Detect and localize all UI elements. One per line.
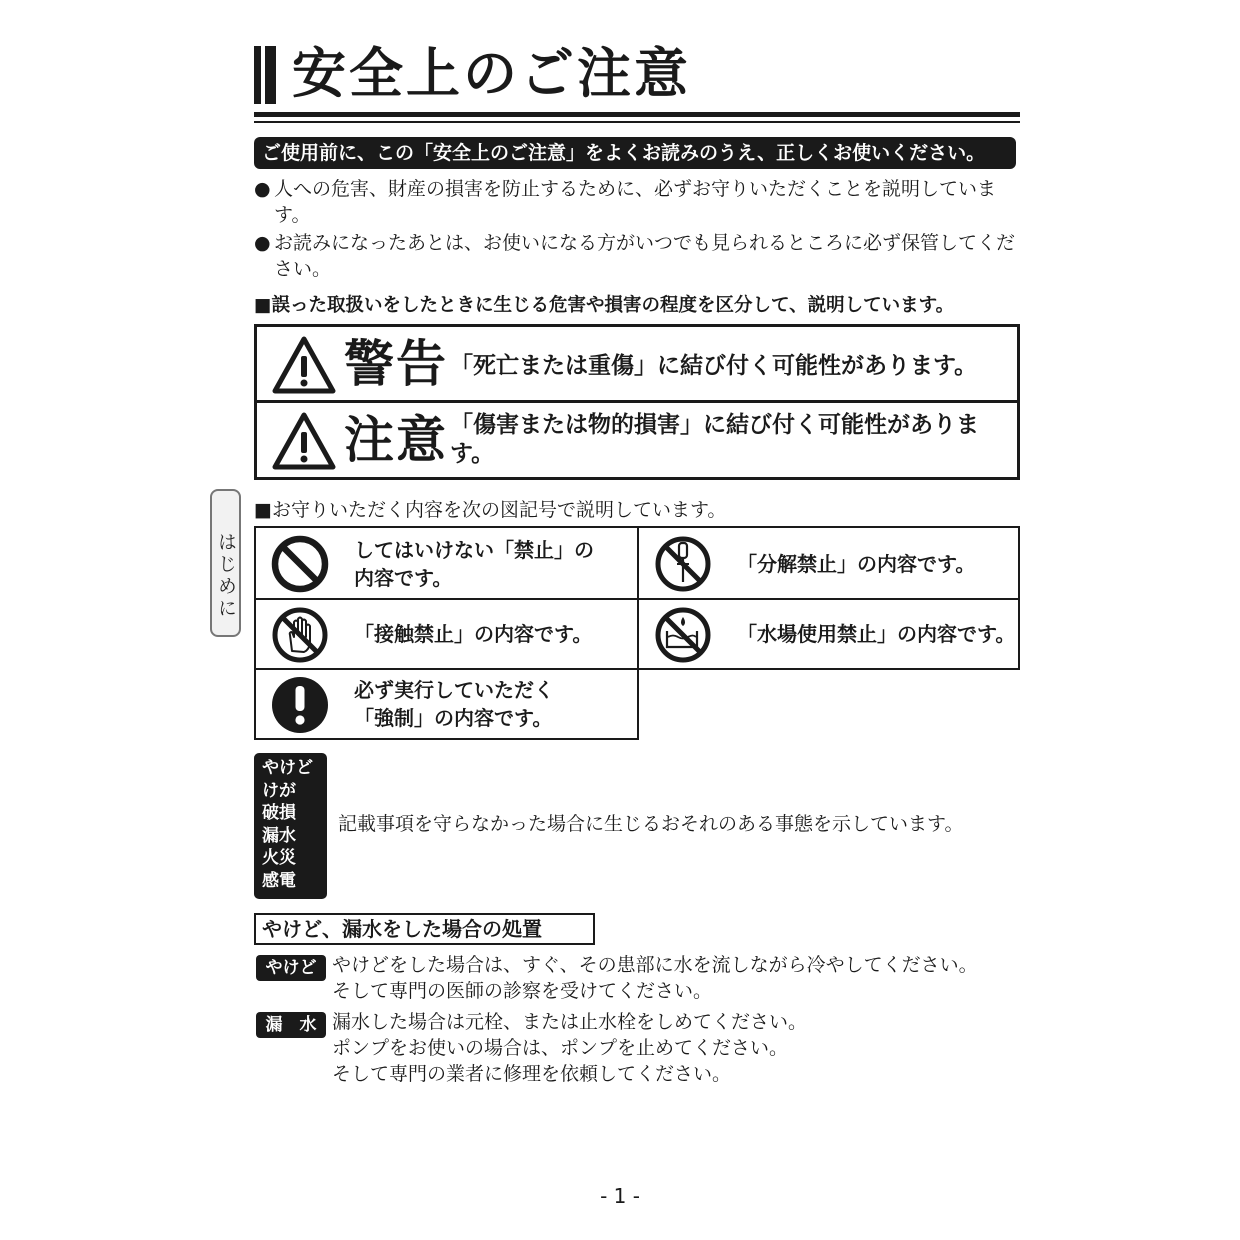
bullet-mark: ● xyxy=(254,232,271,254)
leak-line: ポンプをお使いの場合は、ポンプを止めてください。 xyxy=(332,1037,789,1059)
warning-word: 警告 xyxy=(344,335,448,393)
bullet-mark: ● xyxy=(254,178,271,200)
damage-label: 感電 xyxy=(262,870,296,891)
warning-triangle-icon xyxy=(272,336,336,394)
symbol-text: 「水場使用禁止」の内容です。 xyxy=(737,622,1016,646)
title-rule-thin xyxy=(254,121,1020,123)
mandatory-icon xyxy=(270,675,330,735)
symbols-caption: ■お守りいただく内容を次の図記号で説明しています。 xyxy=(254,499,727,521)
damage-label: 破損 xyxy=(262,803,296,823)
burn-instructions xyxy=(332,952,978,1004)
symbol-cell-no-water xyxy=(638,599,1019,669)
leak-tag: 漏 水 xyxy=(256,1012,326,1038)
symbol-text: 「分解禁止」の内容です。 xyxy=(737,552,976,576)
warning-triangle-icon xyxy=(272,412,336,470)
symbol-text xyxy=(354,536,594,592)
damage-label: 火災 xyxy=(262,848,296,868)
leak-instructions xyxy=(332,1009,807,1087)
severity-caption: ■誤った取扱いをしたときに生じる危害や損害の程度を区分して、説明しています。 xyxy=(254,295,955,316)
leak-line: 漏水した場合は元栓、または止水栓をしめてください。 xyxy=(332,1011,808,1033)
damage-description: 記載事項を守らなかった場合に生じるおそれのある事態を示しています。 xyxy=(338,813,964,835)
no-touch-icon xyxy=(270,605,330,665)
page-number: - 1 - xyxy=(600,1184,640,1208)
symbol-text-line: 「強制」の内容です。 xyxy=(354,706,553,730)
damage-label: けが xyxy=(262,780,296,801)
caution-description: 「傷害または物的損害」に結び付く可能性があります。 xyxy=(450,412,979,467)
damage-label: 漏水 xyxy=(262,825,296,846)
first-aid-heading: やけど、漏水をした場合の処置 xyxy=(254,913,595,945)
damage-label-list xyxy=(254,753,327,899)
caution-word: 注意 xyxy=(344,411,448,469)
bullet-text: 人への危害、財産の損害を防止するために、必ずお守りいただくことを説明しています。 xyxy=(274,178,997,226)
damage-label: やけど xyxy=(262,758,313,778)
bullet-text: お読みになったあとは、お使いになる方がいつでも見られるところに必ず保管してください。 xyxy=(274,232,1016,280)
title-rule xyxy=(254,112,1020,117)
symbol-cell-no-touch xyxy=(255,599,638,669)
symbol-text-line: 内容です。 xyxy=(354,566,453,590)
symbols-table xyxy=(254,526,1020,740)
symbol-cell-empty xyxy=(638,669,1019,739)
burn-line: やけどをした場合は、すぐ、その患部に水を流しながら冷やしてください。 xyxy=(332,954,978,976)
page-title: 安全上のご注意 xyxy=(292,42,691,105)
warning-description: 「死亡または重傷」に結び付く可能性があります。 xyxy=(450,353,978,379)
bullet-item xyxy=(254,176,1024,228)
section-tab: はじめに xyxy=(210,489,241,637)
severity-divider xyxy=(254,400,1020,403)
no-disassembly-icon xyxy=(653,534,713,594)
prohibited-icon xyxy=(270,534,330,594)
symbol-cell-prohibited xyxy=(255,527,638,599)
burn-line: そして専門の医師の診察を受けてください。 xyxy=(332,980,713,1002)
symbol-text-line: 必ず実行していただく xyxy=(354,678,554,702)
symbol-text-line: してはいけない「禁止」の xyxy=(354,538,594,562)
no-water-use-icon xyxy=(653,605,713,665)
leak-line: そして専門の業者に修理を依頼してください。 xyxy=(332,1063,732,1085)
burn-tag: やけど xyxy=(256,955,326,981)
symbol-text xyxy=(354,676,554,732)
bullet-item xyxy=(254,230,1024,282)
intro-banner: ご使用前に、この「安全上のご注意」をよくお読みのうえ、正しくお使いください。 xyxy=(254,137,1016,169)
symbol-cell-mandatory xyxy=(255,669,638,739)
symbol-text: 「接触禁止」の内容です。 xyxy=(354,622,593,646)
title-bar-mark xyxy=(254,46,276,104)
symbol-cell-disassembly xyxy=(638,527,1019,599)
